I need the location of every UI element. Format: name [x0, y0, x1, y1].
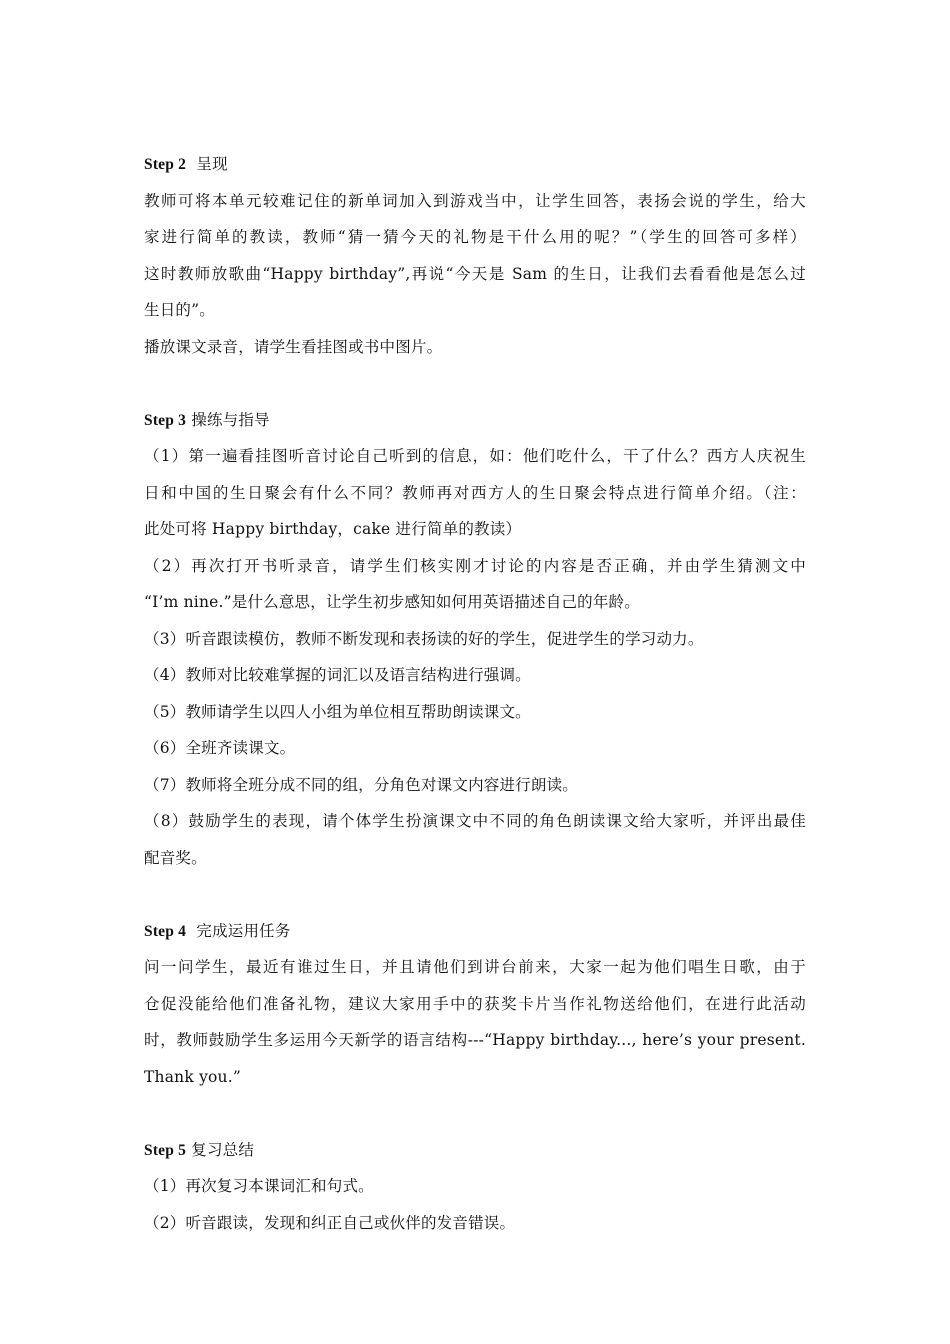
step2-heading-label: Step 2 [144, 156, 187, 173]
step3-line-3: 此处可将 Happy birthday，cake 进行简单的教读） [144, 520, 522, 538]
step5-heading [144, 1132, 806, 1169]
step2-line-4: 生日的”。 [144, 301, 215, 319]
step3-line-5: “I’m nine.”是什么意思，让学生初步感知如何用英语描述自己的年龄。 [144, 593, 640, 611]
step4-line-1: 问一问学生，最近有谁过生日，并且请他们到讲台前来，大家一起为他们唱生日歌，由于 [144, 958, 806, 976]
step2-line-1: 教师可将本单元较难记住的新单词加入到游戏当中，让学生回答，表扬会说的学生，给大 [144, 191, 806, 210]
step2-heading-title: 呈现 [196, 155, 228, 173]
step4-heading-label: Step 4 [144, 922, 187, 940]
step4-heading-title: 完成运用任务 [196, 921, 291, 940]
step4-line-3: 时，教师鼓励学生多运用今天新学的语言结构---“Happy birthday..., here’s your present. [144, 1031, 806, 1049]
step3-line-6: （3）听音跟读模仿，教师不断发现和表扬读的好的学生，促进学生的学习动力。 [144, 629, 704, 648]
step3-line-7: （4）教师对比较难掌握的词汇以及语言结构进行强调。 [144, 666, 531, 684]
step5-line-2: （2）听音跟读，发现和纠正自己或伙伴的发音错误。 [144, 1213, 516, 1232]
step3-line-4: （2）再次打开书听录音，请学生们核实刚才讨论的内容是否正确，并由学生猜测文中 [144, 556, 806, 575]
step3-line-8: （5）教师请学生以四人小组为单位相互帮助朗读课文。 [144, 702, 531, 721]
step3-line-1: （1）第一遍看挂图听音讨论自己听到的信息，如：他们吃什么，干了什么？西方人庆祝生 [144, 447, 806, 465]
spacer [144, 1095, 806, 1132]
spacer [144, 365, 806, 402]
step3-line-10: （7）教师将全班分成不同的组，分角色对课文内容进行朗读。 [144, 775, 578, 794]
step2-heading [144, 146, 806, 183]
step5-heading-title: 复习总结 [191, 1140, 255, 1159]
step2-line-3: 这时教师放歌曲“Happy birthday”,再说“今天是 Sam 的生日，让我们去看看他是怎么过 [144, 264, 806, 283]
step3-line-9: （6）全班齐读课文。 [144, 739, 296, 757]
step3-line-2: 日和中国的生日聚会有什么不同？教师再对西方人的生日聚会特点进行简单介绍。（注： [144, 483, 806, 502]
spacer [144, 876, 806, 913]
step2-line-2: 家进行简单的教读，教师“猜一猜今天的礼物是干什么用的呢？”（学生的回答可多样） [144, 228, 806, 246]
step3-line-12: 配音奖。 [144, 848, 207, 867]
step4-line-4: Thank you.” [144, 1067, 241, 1086]
step3-line-11: （8）鼓励学生的表现，请个体学生扮演课文中不同的角色朗读课文给大家听，并评出最佳 [144, 812, 806, 830]
step4-heading [144, 913, 806, 950]
step5-line-1: （1）再次复习本课词汇和句式。 [144, 1177, 374, 1195]
step2-line-5: 播放课文录音，请学生看挂图或书中图片。 [144, 337, 443, 356]
step3-heading-label: Step 3 [144, 411, 187, 429]
step3-heading [144, 402, 806, 439]
document-page [144, 146, 806, 1241]
step4-line-2: 仓促没能给他们准备礼物，建议大家用手中的获奖卡片当作礼物送给他们，在进行此活动 [144, 994, 806, 1013]
step3-heading-title: 操练与指导 [191, 410, 270, 429]
step5-heading-label: Step 5 [144, 1141, 187, 1159]
